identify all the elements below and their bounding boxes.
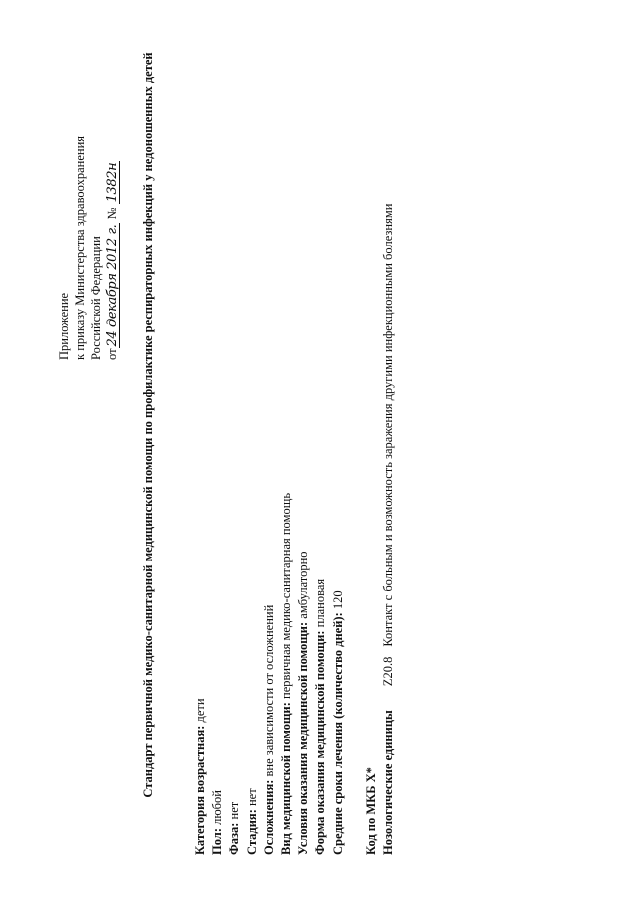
appendix-order-line: к приказу Министерства здравоохранения bbox=[73, 135, 87, 360]
param-row bbox=[312, 493, 329, 855]
param-value: 120 bbox=[330, 590, 345, 613]
icd-section bbox=[363, 204, 397, 855]
param-row bbox=[278, 493, 295, 855]
standard-parameters bbox=[192, 493, 347, 855]
param-value: первичная медико-санитарная помощь bbox=[279, 492, 294, 703]
param-value: плановая bbox=[313, 578, 328, 631]
param-label: Стадия: bbox=[244, 809, 259, 855]
param-value: амбулаторно bbox=[296, 551, 311, 622]
param-label: Категория возрастная: bbox=[193, 725, 207, 855]
param-row bbox=[295, 493, 312, 855]
param-label: Пол: bbox=[210, 828, 225, 855]
param-label: Форма оказания медицинской помощи: bbox=[313, 630, 328, 855]
param-row bbox=[209, 493, 226, 855]
handwritten-date: 24 декабря 2012 г. bbox=[105, 224, 120, 347]
appendix-federation-line: Российской Федерации bbox=[89, 236, 103, 360]
from-label: от bbox=[105, 348, 119, 360]
handwritten-number: 1382н bbox=[105, 162, 120, 203]
icd-header: Код по МКБ X* bbox=[364, 767, 378, 855]
param-row bbox=[244, 493, 261, 855]
param-row bbox=[261, 493, 278, 855]
param-label: Осложнения: bbox=[261, 779, 276, 855]
param-value: дети bbox=[193, 698, 207, 726]
param-label: Условия оказания медицинской помощи: bbox=[296, 621, 311, 855]
appendix-date-line bbox=[104, 136, 120, 360]
icd-code: Z20.8 bbox=[381, 656, 396, 687]
param-row bbox=[192, 493, 209, 855]
number-label: № bbox=[105, 207, 119, 220]
icd-description: Контакт с больным и возможность заражения другими инфекционными болезнями bbox=[381, 203, 396, 647]
param-value: вне зависимости от осложнений bbox=[261, 604, 276, 780]
param-label: Вид медицинской помощи: bbox=[279, 702, 294, 855]
param-label: Средние сроки лечения (количество дней): bbox=[330, 612, 345, 855]
document-title: Стандарт первичной медико-санитарной медицинской помощи по профилактике респираторных инфекций у недоношенных детей bbox=[141, 52, 155, 798]
param-row bbox=[330, 493, 347, 855]
nosology-label: Нозологические единицы bbox=[381, 710, 396, 855]
param-value: любой bbox=[210, 790, 225, 829]
param-row bbox=[226, 493, 243, 855]
param-value: нет bbox=[227, 801, 242, 823]
appendix-title: Приложение bbox=[57, 292, 71, 360]
param-value: нет bbox=[244, 788, 259, 810]
appendix-header bbox=[56, 136, 120, 360]
param-label: Фаза: bbox=[227, 822, 242, 855]
